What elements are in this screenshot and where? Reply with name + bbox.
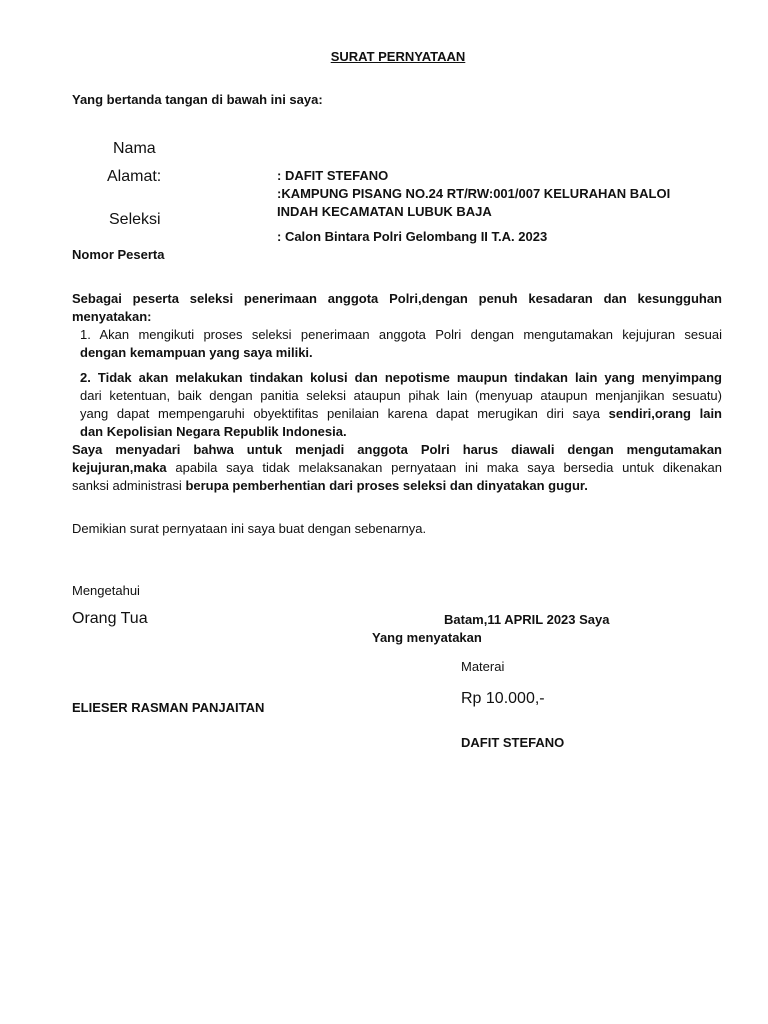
field-label-nama: Nama <box>113 140 156 157</box>
field-value-alamat-line1: :KAMPUNG PISANG NO.24 RT/RW:001/007 KELURAHAN BALOI <box>277 186 671 201</box>
statement-item-1: 1. Akan mengikuti proses seleksi penerimaan anggota Polri dengan mengutamakan kejujuran sesuai dengan kemampuan yang saya miliki. <box>80 327 722 360</box>
mengetahui-label: Mengetahui <box>72 583 140 598</box>
orang-tua-label: Orang Tua <box>72 610 148 627</box>
field-label-nomor-peserta: Nomor Peserta <box>72 247 165 262</box>
document-title: SURAT PERNYATAAN <box>330 49 466 64</box>
signer-name: DAFIT STEFANO <box>461 735 565 750</box>
materai-label: Materai <box>461 659 505 674</box>
statement-closing: Saya menyadari bahwa untuk menjadi anggota Polri harus diawali dengan mengutamakan kejujuran,maka apabila saya tidak melaksanakan pernyataan ini maka saya bersedia untuk dikenakan sanksi administrasi berupa pemberhentian dari proses seleksi dan dinyatakan gugur. <box>72 442 722 493</box>
field-label-seleksi: Seleksi <box>109 211 161 228</box>
field-value-seleksi: : Calon Bintara Polri Gelombang II T.A. 2023 <box>277 229 548 244</box>
yang-menyatakan-label: Yang menyatakan <box>372 630 482 645</box>
parent-name: ELIESER RASMAN PANJAITAN <box>72 700 265 715</box>
materai-amount: Rp 10.000,- <box>461 690 545 707</box>
intro-text: Yang bertanda tangan di bawah ini saya: <box>72 92 323 107</box>
field-value-alamat-line2: INDAH KECAMATAN LUBUK BAJA <box>277 204 492 219</box>
place-date: Batam,11 APRIL 2023 Saya <box>444 612 610 627</box>
field-label-alamat: Alamat: <box>107 168 162 185</box>
statement-item-2: 2. Tidak akan melakukan tindakan kolusi dan nepotisme maupun tindakan lain yang menyimpang dari ketentuan, baik dengan panitia seleksi ataupun pihak lain (menyuap ataupun menjanjikan sesuatu) yang dapat mempengaruhi obyektifitas penilaian karena dapat merugikan diri saya sendiri,orang lain dan Kepolisian Negara Republik Indonesia. <box>80 370 722 439</box>
field-value-nama: : DAFIT STEFANO <box>277 168 389 183</box>
statement-lead: Sebagai peserta seleksi penerimaan anggota Polri,dengan penuh kesadaran dan kesungguhan menyatakan: <box>72 291 722 324</box>
demikian-text: Demikian surat pernyataan ini saya buat dengan sebenarnya. <box>72 521 427 536</box>
